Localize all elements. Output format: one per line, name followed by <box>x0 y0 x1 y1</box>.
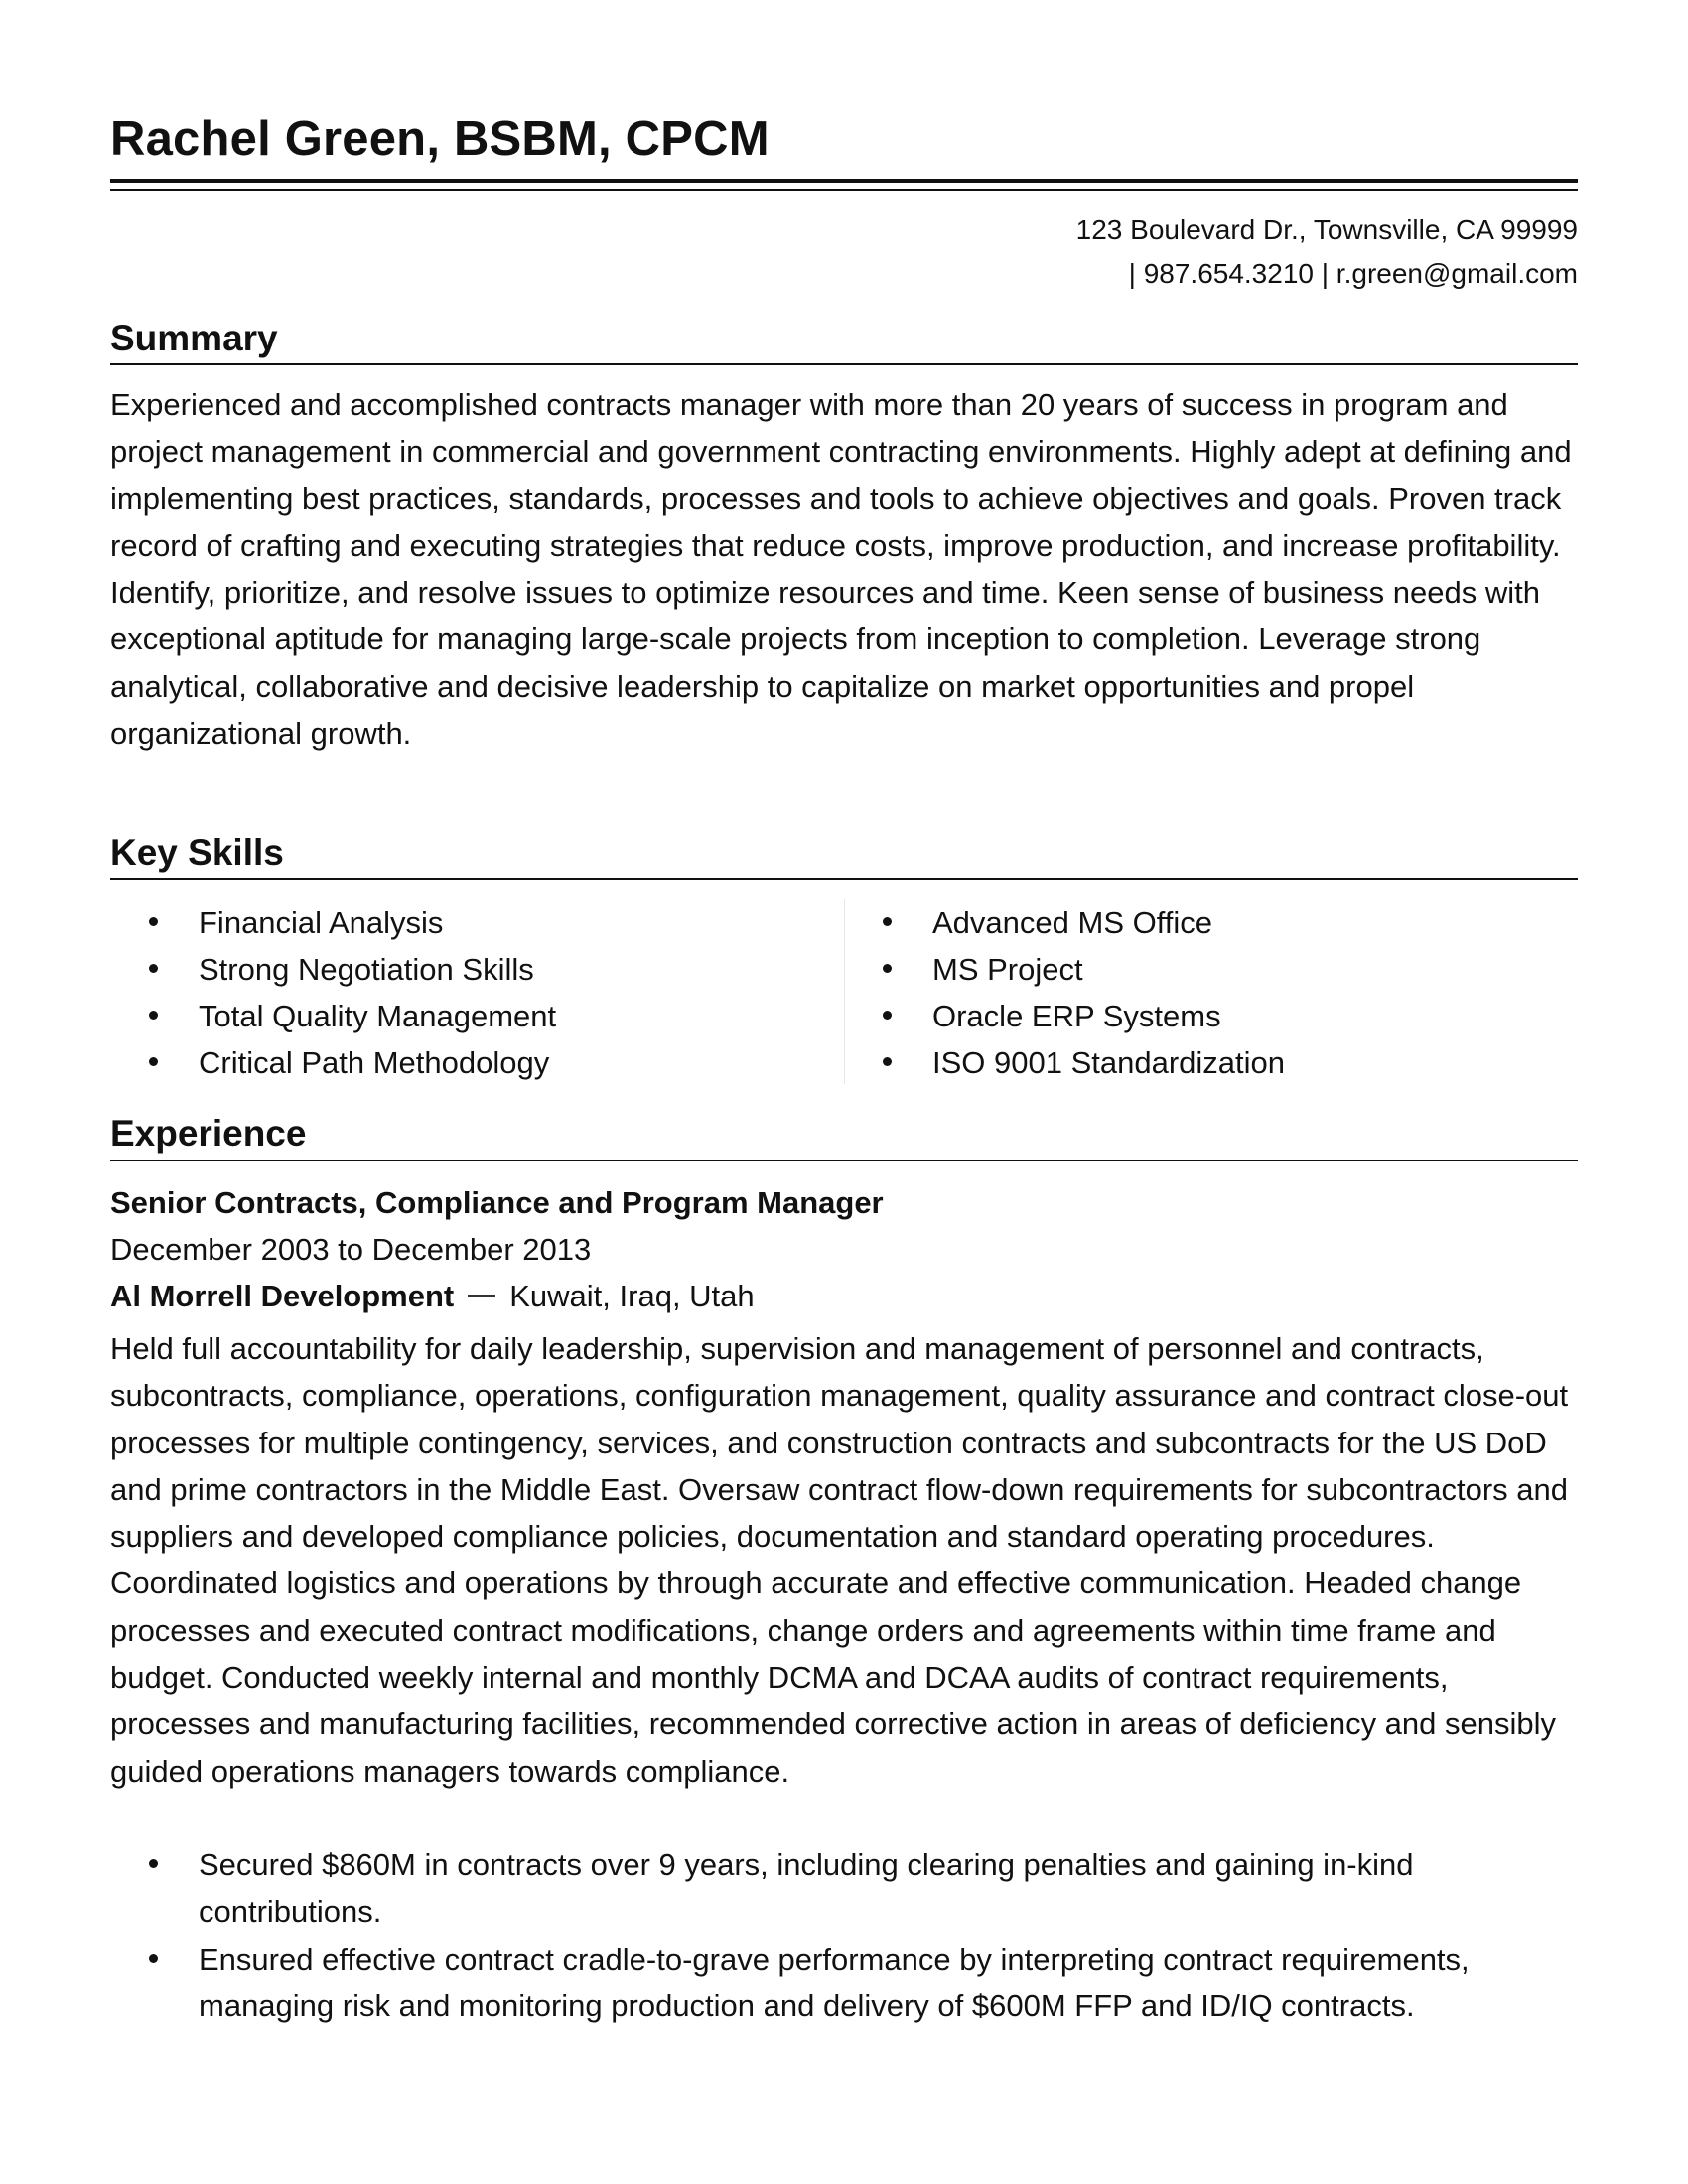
achievement-text: Ensured effective contract cradle-to-grave performance by interpreting contract requirements, managing risk and monitoring production and delivery of $600M FFP and ID/IQ contracts. <box>199 1941 1470 2023</box>
list-item <box>110 1039 805 1086</box>
bullet-icon <box>883 1057 892 1066</box>
list-item <box>110 899 805 946</box>
job-company-line <box>110 1279 755 1314</box>
job-location: Kuwait, Iraq, Utah <box>509 1279 755 1313</box>
job-description: Held full accountability for daily leadership, supervision and management of personnel and contracts, subcontracts, compliance, operations, configuration management, quality assurance and contract close-out processes for multiple contingency, services, and construction contracts and subcontracts for the US DoD and prime contractors in the Middle East. Oversaw contract flow-down requirements for subcontractors and suppliers and developed compliance policies, documentation and standard operating procedures. Coordinated logistics and operations by through accurate and effective communication. Headed change processes and executed contract modifications, change orders and agreements within time frame and budget. Conducted weekly internal and monthly DCMA and DCAA audits of contract requirements, processes and manufacturing facilities, recommended corrective action in areas of deficiency and sensibly guided operations managers towards compliance. <box>110 1331 1569 1789</box>
job-achievements <box>110 1842 1578 2029</box>
header-rule-thick <box>110 179 1578 183</box>
summary-rule <box>110 363 1578 365</box>
skill-label: Advanced MS Office <box>932 905 1213 940</box>
contact-info <box>1076 208 1578 296</box>
list-item <box>844 899 1539 946</box>
bullet-icon <box>883 1011 892 1020</box>
job-dates: December 2003 to December 2013 <box>110 1232 592 1267</box>
skills-list-left <box>110 899 805 1086</box>
skill-label: Financial Analysis <box>199 905 444 940</box>
skill-label: Strong Negotiation Skills <box>199 952 534 987</box>
skill-label: MS Project <box>932 952 1083 987</box>
list-item <box>844 993 1539 1039</box>
list-item <box>844 1039 1539 1086</box>
contact-phone-email: | 987.654.3210 | r.green@gmail.com <box>1128 258 1578 289</box>
list-item <box>844 946 1539 993</box>
bullet-icon <box>149 1954 158 1963</box>
skill-label: Critical Path Methodology <box>199 1045 550 1080</box>
list-item <box>110 1936 1578 2030</box>
list-item <box>110 946 805 993</box>
skill-label: Oracle ERP Systems <box>932 999 1221 1033</box>
bullet-icon <box>149 1859 158 1868</box>
skills-list-right <box>844 899 1539 1086</box>
bullet-icon <box>883 964 892 973</box>
job-company: Al Morrell Development <box>110 1279 455 1313</box>
skills-heading: Key Skills <box>110 832 284 873</box>
summary-heading: Summary <box>110 318 278 358</box>
bullet-icon <box>149 1011 158 1020</box>
bullet-icon <box>883 917 892 926</box>
bullet-icon <box>149 964 158 973</box>
header-rule-thin <box>110 189 1578 191</box>
dash-separator <box>468 1295 495 1297</box>
experience-heading: Experience <box>110 1113 307 1154</box>
job-title: Senior Contracts, Compliance and Program Manager <box>110 1185 884 1220</box>
achievement-text: Secured $860M in contracts over 9 years, including clearing penalties and gaining in-kind contributions. <box>199 1847 1414 1930</box>
skill-label: Total Quality Management <box>199 999 557 1033</box>
skills-rule <box>110 878 1578 880</box>
skill-label: ISO 9001 Standardization <box>932 1045 1286 1080</box>
summary-text: Experienced and accomplished contracts manager with more than 20 years of success in program and project management in commercial and government contracting environments. Highly adept at defining and implementing best practices, standards, processes and tools to achieve objectives and goals. Proven track record of crafting and executing strategies that reduce costs, improve production, and increase profitability. Identify, prioritize, and resolve issues to optimize resources and time. Keen sense of business needs with exceptional aptitude for managing large-scale projects from inception to completion. Leverage strong analytical, collaborative and decisive leadership to capitalize on market opportunities and propel organizational growth. <box>110 387 1572 751</box>
bullet-icon <box>149 917 158 926</box>
contact-address: 123 Boulevard Dr., Townsville, CA 99999 <box>1075 214 1578 245</box>
list-item <box>110 1842 1578 1936</box>
bullet-icon <box>149 1057 158 1066</box>
experience-rule <box>110 1160 1578 1161</box>
list-item <box>110 993 805 1039</box>
candidate-name: Rachel Green, BSBM, CPCM <box>110 112 770 166</box>
